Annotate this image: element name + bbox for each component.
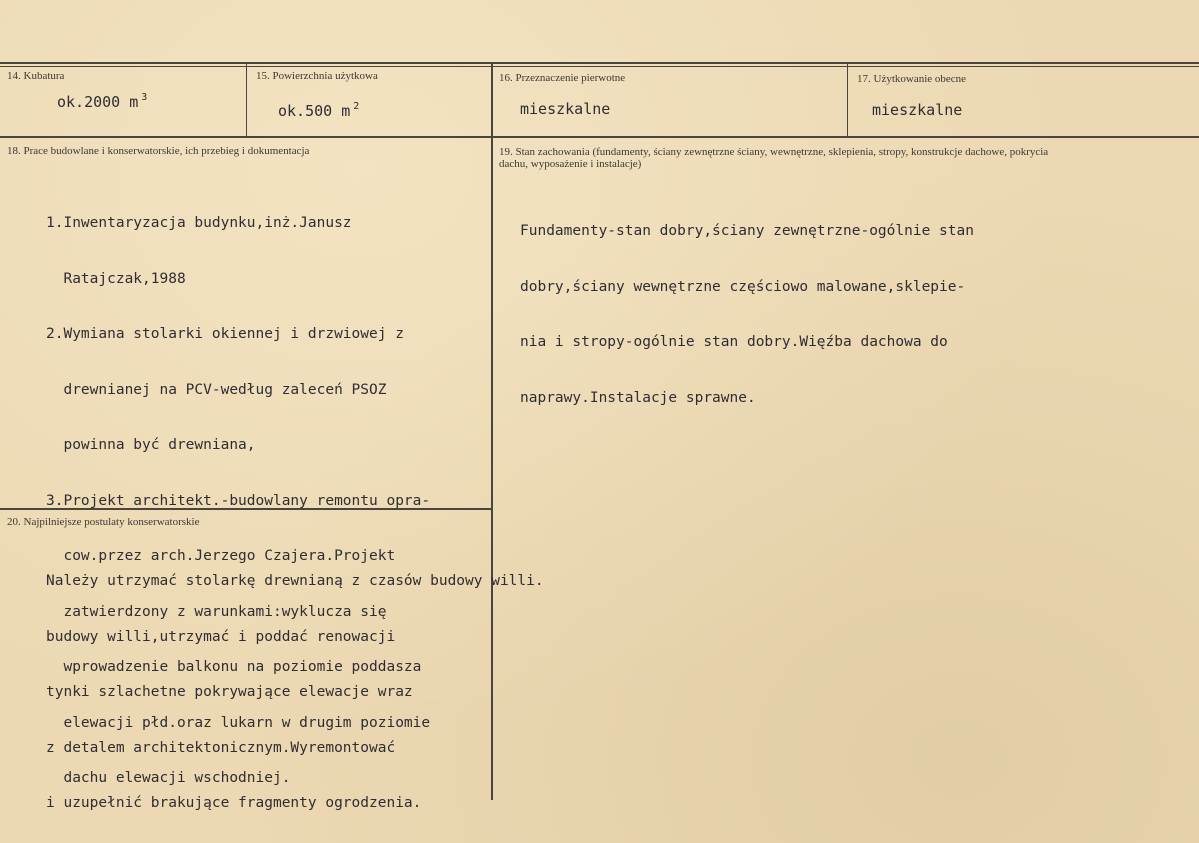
przeznaczenie-label: 16. Przeznaczenie pierwotne	[499, 72, 626, 84]
kubatura-label: 14. Kubatura	[7, 70, 65, 82]
postulaty-text	[46, 535, 544, 831]
przeznaczenie-value: mieszkalne	[520, 100, 611, 118]
prace-line: zatwierdzony z warunkami:wyklucza się	[46, 603, 387, 620]
stan-line: naprawy.Instalacje sprawne.	[520, 389, 756, 406]
top-rule	[0, 62, 1199, 64]
prace-line: 2.Wymiana stolarki okiennej i drzwiowej z	[46, 326, 404, 342]
postulaty-line: budowy willi,utrzymać i poddać renowacji	[46, 628, 396, 645]
stan-line: Fundamenty-stan dobry,ściany zewnętrzne-ogólnie stan	[520, 223, 974, 239]
row1-bottom-rule	[0, 136, 1199, 138]
stan-line: nia i stropy-ogólnie stan dobry.Więźba dachowa do	[520, 334, 948, 350]
prace-line: elewacji płd.oraz lukarn w drugim poziomie	[46, 714, 431, 731]
stan-text	[520, 185, 974, 426]
kubatura-unit-exponent: 3	[141, 92, 148, 103]
stan-label: 19. Stan zachowania (fundamenty, ściany zewnętrzne ściany, wewnętrzne, sklepienia, stropy, konstrukcje dachowe, pokrycia dachu, wyposażenie i instalacje)	[499, 146, 1049, 170]
prace-line: 1.Inwentaryzacja budynku,inż.Janusz	[46, 215, 352, 231]
uzytkowanie-label: 17. Użytkowanie obecne	[857, 73, 967, 85]
prace-line: dachu elewacji wschodniej.	[46, 770, 291, 786]
prace-line: 3.Projekt architekt.-budowlany remontu opra-	[46, 492, 431, 509]
postulaty-label: 20. Najpilniejsze postulaty konserwatorskie	[7, 516, 200, 528]
divider-14-15	[246, 64, 247, 137]
postulaty-line: i uzupełnić brakujące fragmenty ogrodzenia.	[46, 795, 422, 811]
postulaty-line: z detalem architektonicznym.Wyremontować	[46, 739, 396, 756]
postulaty-line: tynki szlachetne pokrywające elewacje wraz	[46, 684, 413, 700]
prace-label: 18. Prace budowlane i konserwatorskie, ich przebieg i dokumentacja	[7, 145, 310, 157]
prace-line: cow.przez arch.Jerzego Czajera.Projekt	[46, 548, 396, 564]
divider-16-17	[847, 64, 848, 137]
powierzchnia-unit-exponent: 2	[353, 101, 360, 112]
prace-line: wprowadzenie balkonu na poziomie poddasza	[46, 659, 422, 675]
powierzchnia-label: 15. Powierzchnia użytkowa	[256, 70, 378, 82]
prace-line: powinna być drewniana,	[46, 437, 256, 453]
kubatura-value: ok.2000 m $^3$	[57, 92, 148, 111]
postulaty-line: Należy utrzymać stolarkę drewnianą z czasów budowy willi.	[46, 573, 544, 589]
top-rule-thin	[0, 66, 1199, 67]
prace-line: drewnianej na PCV-według zaleceń PSOZ	[46, 381, 387, 398]
prace-line: Ratajczak,1988	[46, 270, 186, 287]
uzytkowanie-value: mieszkalne	[872, 101, 963, 119]
powierzchnia-value: ok.500 m $^2$	[278, 101, 360, 120]
stan-line: dobry,ściany wewnętrzne częściowo malowane,sklepie-	[520, 278, 966, 295]
